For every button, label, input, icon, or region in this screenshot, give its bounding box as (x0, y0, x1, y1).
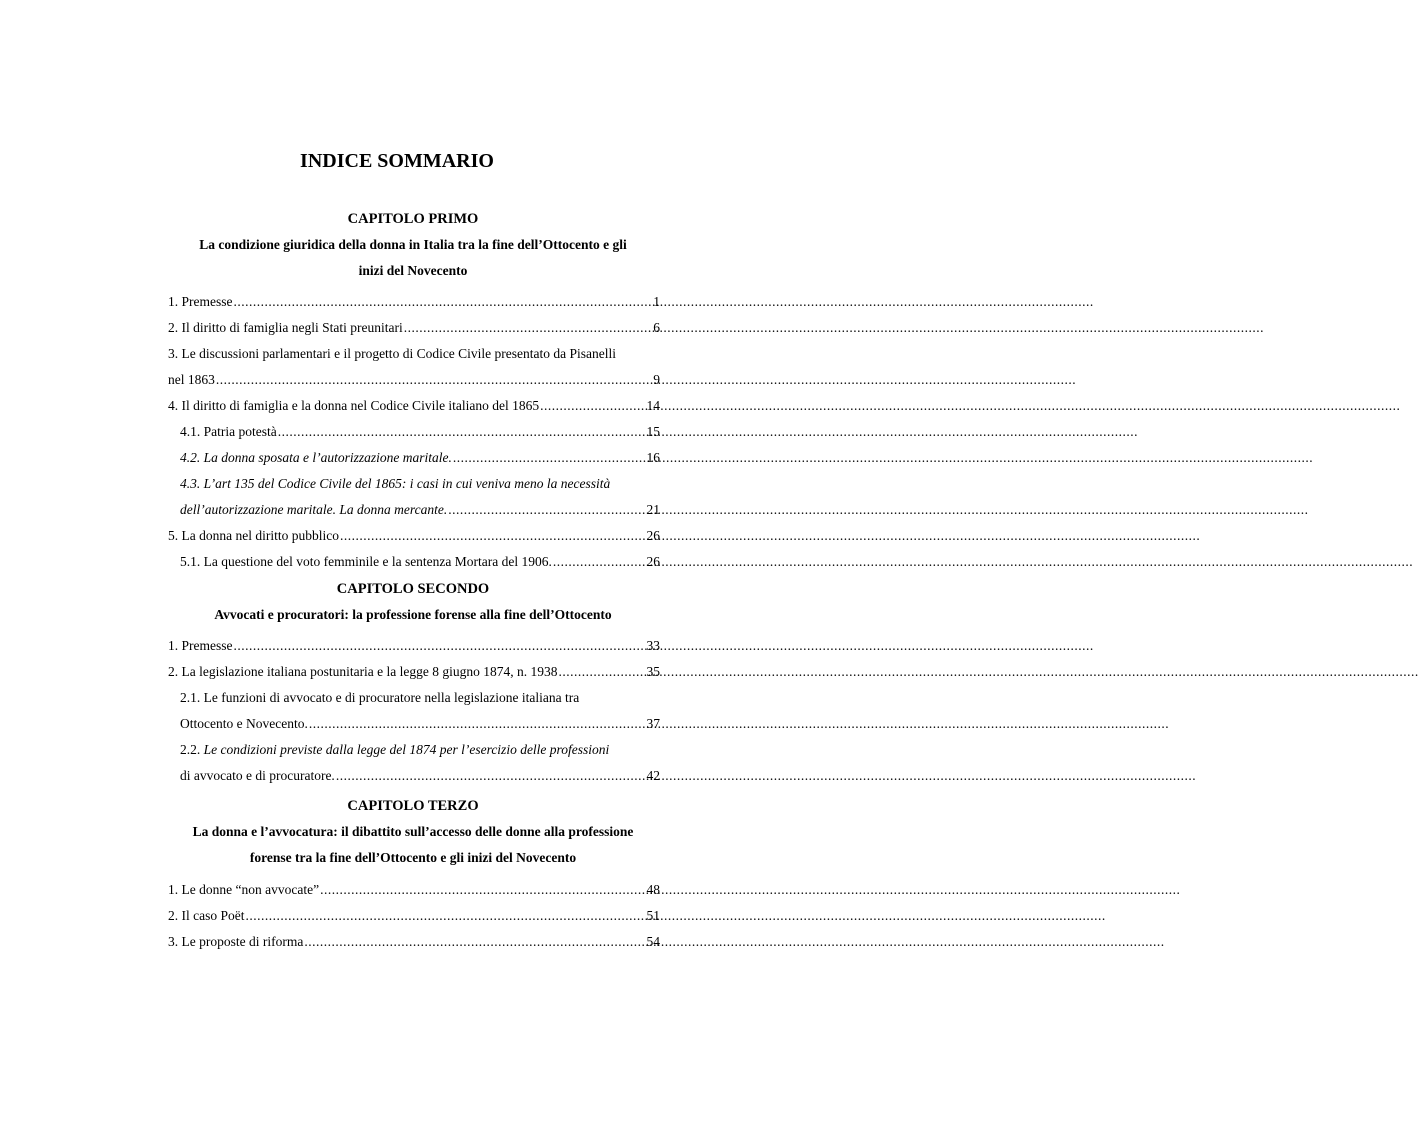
toc-entry-text: 4.3. L’art 135 del Codice Civile del 1865: i casi in cui veniva meno la necessità (180, 476, 611, 491)
toc-entry[interactable] (168, 471, 660, 523)
toc-entry-page: 14 (646, 398, 660, 413)
chapter-1-toc (168, 289, 660, 575)
toc-entry-page: 51 (646, 908, 660, 923)
chapter-subtitle: La condizione giuridica della donna in Italia tra la fine dell’Ottocento e gli (199, 237, 627, 252)
toc-entry-text: 2. Il diritto di famiglia negli Stati preunitari (168, 320, 403, 335)
chapter-heading: CAPITOLO PRIMO (347, 211, 479, 227)
toc-entry-text: 1. Le donne “non avvocate” (168, 882, 320, 897)
toc-entry-text: 3. Le discussioni parlamentari e il progetto di Codice Civile presentato da Pisanelli (168, 346, 617, 361)
toc-entry-text: 4.2. La donna sposata e l’autorizzazione maritale. (180, 450, 452, 465)
toc-entry-page: 26 (646, 528, 660, 543)
toc-entry-title: Le condizioni previste dalla legge del 1874 per l’esercizio delle professioni (203, 742, 610, 757)
toc-entry-text: 5.1. La questione del voto femminile e la sentenza Mortara del 1906. (180, 554, 552, 569)
toc-entry-page: 15 (646, 424, 660, 439)
toc-entry-text: 1. Premesse (168, 294, 233, 309)
chapter-subtitle: La donna e l’avvocatura: il dibattito sull’accesso delle donne alla professione (192, 824, 634, 839)
toc-entry-page: 26 (646, 554, 660, 569)
toc-entry-text: 2. Il caso Poët (168, 908, 245, 923)
toc-entry-text: dell’autorizzazione maritale. La donna mercante. (180, 502, 448, 517)
toc-entry[interactable] (168, 659, 660, 685)
chapter-subtitle: Avvocati e procuratori: la professione forense alla fine dell’Ottocento (214, 607, 612, 622)
toc-entry[interactable] (168, 929, 660, 955)
toc-entry-text: 4. Il diritto di famiglia e la donna nel Codice Civile italiano del 1865 (168, 398, 540, 413)
toc-entry[interactable] (168, 685, 660, 737)
toc-entry-page: 21 (646, 502, 660, 517)
toc-entry-text (180, 737, 660, 763)
chapter-2-header (168, 576, 658, 628)
toc-entry-page: 33 (646, 638, 660, 653)
page-title: INDICE SOMMARIO (300, 150, 494, 172)
chapter-2-toc (168, 633, 660, 789)
chapter-subtitle: forense tra la fine dell’Ottocento e gli inizi del Novecento (249, 850, 577, 865)
chapter-3-toc (168, 877, 660, 955)
toc-entry-text: 5. La donna nel diritto pubblico (168, 528, 339, 543)
toc-entry-page: 1 (653, 294, 660, 309)
toc-entry-page: 6 (653, 320, 660, 335)
toc-entry[interactable] (168, 341, 660, 393)
toc-entry[interactable] (168, 315, 660, 341)
toc-entry-page: 37 (646, 716, 660, 731)
toc-entry-text: 1. Premesse (168, 638, 233, 653)
toc-entry[interactable] (168, 523, 660, 549)
toc-entry-text: 2. La legislazione italiana postunitaria e la legge 8 giugno 1874, n. 1938 (168, 664, 558, 679)
toc-entry-text: 2.1. Le funzioni di avvocato e di procuratore nella legislazione italiana tra (180, 690, 580, 705)
toc-entry[interactable] (168, 445, 660, 471)
toc-entry-text: 3. Le proposte di riforma (168, 934, 304, 949)
toc-entry-text: nel 1863 (168, 372, 215, 387)
chapter-1-header (168, 206, 658, 284)
chapter-heading: CAPITOLO SECONDO (336, 581, 490, 597)
toc-entry[interactable] (168, 633, 660, 659)
toc-entry-page: 54 (646, 934, 660, 949)
toc-entry-page: 42 (646, 768, 660, 783)
toc-entry[interactable] (168, 289, 660, 315)
toc-entry-number: 2.2. (180, 742, 204, 757)
chapter-subtitle: inizi del Novecento (358, 263, 468, 278)
chapter-heading: CAPITOLO TERZO (347, 798, 479, 814)
toc-entry[interactable] (168, 877, 660, 903)
toc-entry[interactable] (168, 393, 660, 419)
toc-entry[interactable] (168, 903, 660, 929)
toc-entry-page: 35 (646, 664, 660, 679)
toc-entry-page: 9 (653, 372, 660, 387)
toc-entry[interactable] (168, 737, 660, 789)
toc-entry[interactable] (168, 549, 660, 575)
toc-entry-page: 48 (646, 882, 660, 897)
chapter-3-header (168, 793, 658, 871)
toc-entry-text: Ottocento e Novecento. (180, 716, 308, 731)
toc-entry-page: 16 (646, 450, 660, 465)
toc-entry-text: di avvocato e di procuratore. (180, 768, 335, 783)
toc-entry[interactable] (168, 419, 660, 445)
toc-entry-text: 4.1. Patria potestà (180, 424, 277, 439)
